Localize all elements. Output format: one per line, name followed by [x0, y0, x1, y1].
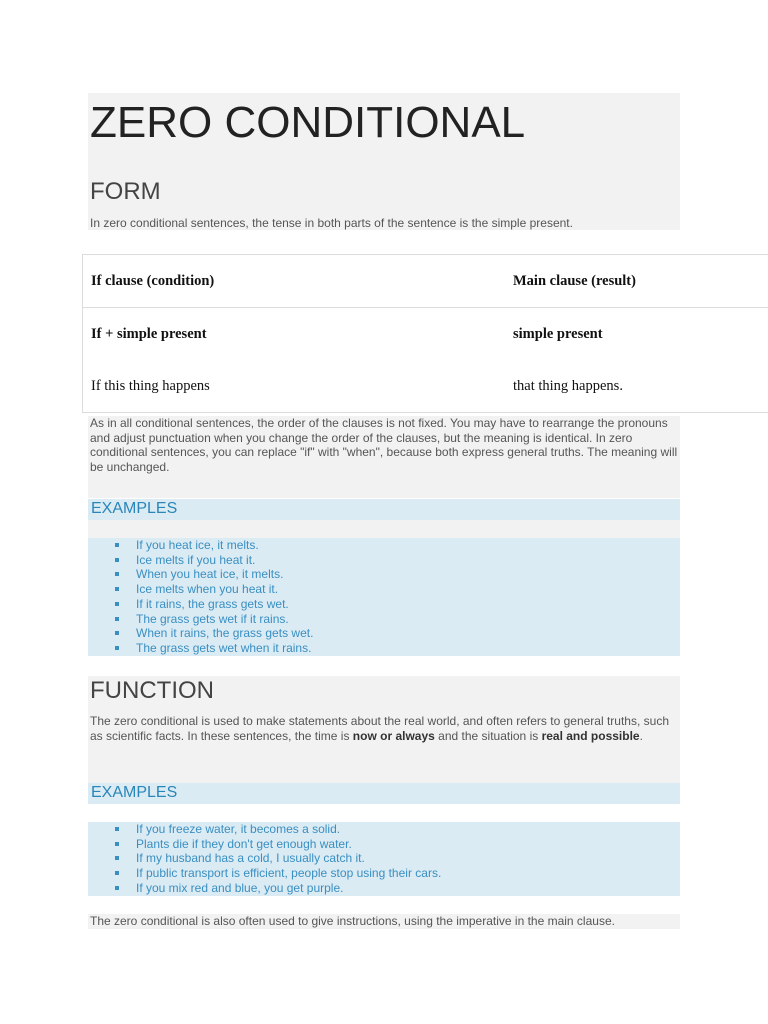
function-text: and the situation is	[434, 728, 542, 743]
bullet-icon	[115, 886, 119, 890]
examples-list	[88, 538, 680, 656]
bullet-icon	[115, 827, 119, 831]
list-item-text: If my husband has a cold, I usually catch it.	[136, 851, 365, 866]
list-item-text: If you mix red and blue, you get purple.	[136, 880, 344, 895]
function-text: .	[639, 728, 643, 743]
bullet-icon	[115, 543, 119, 547]
examples-heading: EXAMPLES	[91, 500, 178, 517]
list-item-text: Plants die if they don't get enough water.	[136, 836, 352, 851]
examples-heading: EXAMPLES	[91, 784, 178, 801]
form-heading: FORM	[90, 178, 161, 205]
function-emphasis: real and possible	[541, 728, 640, 743]
bullet-icon	[115, 617, 119, 621]
table-row	[83, 308, 768, 361]
list-item	[88, 597, 680, 612]
bullet-icon	[115, 631, 119, 635]
bullet-icon	[115, 842, 119, 846]
list-item	[88, 851, 680, 866]
function-emphasis: now or always	[352, 728, 435, 743]
list-item	[88, 626, 680, 641]
list-item-text: If it rains, the grass gets wet.	[136, 596, 289, 611]
form-intro: In zero conditional sentences, the tense in both parts of the sentence is the simple present.	[90, 216, 573, 230]
list-item	[88, 866, 680, 881]
list-item-text: When you heat ice, it melts.	[136, 567, 284, 582]
list-item-text: If you heat ice, it melts.	[136, 538, 259, 552]
list-item	[88, 567, 680, 582]
function-heading: FUNCTION	[90, 677, 214, 704]
table-header-cell: Main clause (result)	[505, 255, 768, 308]
table-cell: If + simple present	[91, 325, 207, 342]
list-item-text: The grass gets wet when it rains.	[136, 640, 312, 655]
list-item	[88, 641, 680, 656]
list-item	[88, 553, 680, 568]
list-item-text: Ice melts if you heat it.	[136, 552, 256, 567]
list-item	[88, 538, 680, 553]
list-item	[88, 881, 680, 896]
bullet-icon	[115, 856, 119, 860]
table-header-row	[83, 255, 768, 308]
table-header-cell: If clause (condition)	[83, 255, 506, 308]
table-row	[83, 360, 768, 413]
list-item-text: If public transport is efficient, people stop using their cars.	[136, 866, 442, 881]
table-cell: that thing happens.	[513, 377, 623, 394]
list-item-text: If you freeze water, it becomes a solid.	[136, 822, 341, 836]
examples-list	[88, 822, 680, 896]
bullet-icon	[115, 602, 119, 606]
list-item	[88, 822, 680, 837]
conditional-form-table	[82, 254, 768, 413]
list-item	[88, 582, 680, 597]
table-cell: simple present	[513, 325, 603, 342]
bullet-icon	[115, 646, 119, 650]
clause-order-note: As in all conditional sentences, the order of the clauses is not fixed. You may have to rearrange the pronouns and adjust punctuation when you change the order of the clauses, but the meaning is identical. In zero conditional sentences, you can replace "if" with "when", because both express general truths. The meaning will be unchanged.	[90, 416, 678, 475]
bullet-icon	[115, 558, 119, 562]
function-text: The zero conditional is used to make statements about the real world, and often refers to general truths, such as scientific facts. In these sentences, the time is	[90, 714, 669, 743]
bullet-icon	[115, 587, 119, 591]
list-item-text: When it rains, the grass gets wet.	[136, 626, 314, 641]
bullet-icon	[115, 572, 119, 576]
function-description	[90, 714, 680, 743]
table-cell: If this thing happens	[91, 377, 210, 394]
examples-gap-1	[88, 520, 680, 538]
bullet-icon	[115, 871, 119, 875]
list-item-text: Ice melts when you heat it.	[136, 582, 279, 597]
list-item	[88, 612, 680, 627]
list-item-text: The grass gets wet if it rains.	[136, 611, 289, 626]
list-item	[88, 837, 680, 852]
instructions-note: The zero conditional is also often used to give instructions, using the imperative in the main clause.	[90, 914, 615, 928]
page-title: ZERO CONDITIONAL	[90, 98, 526, 147]
